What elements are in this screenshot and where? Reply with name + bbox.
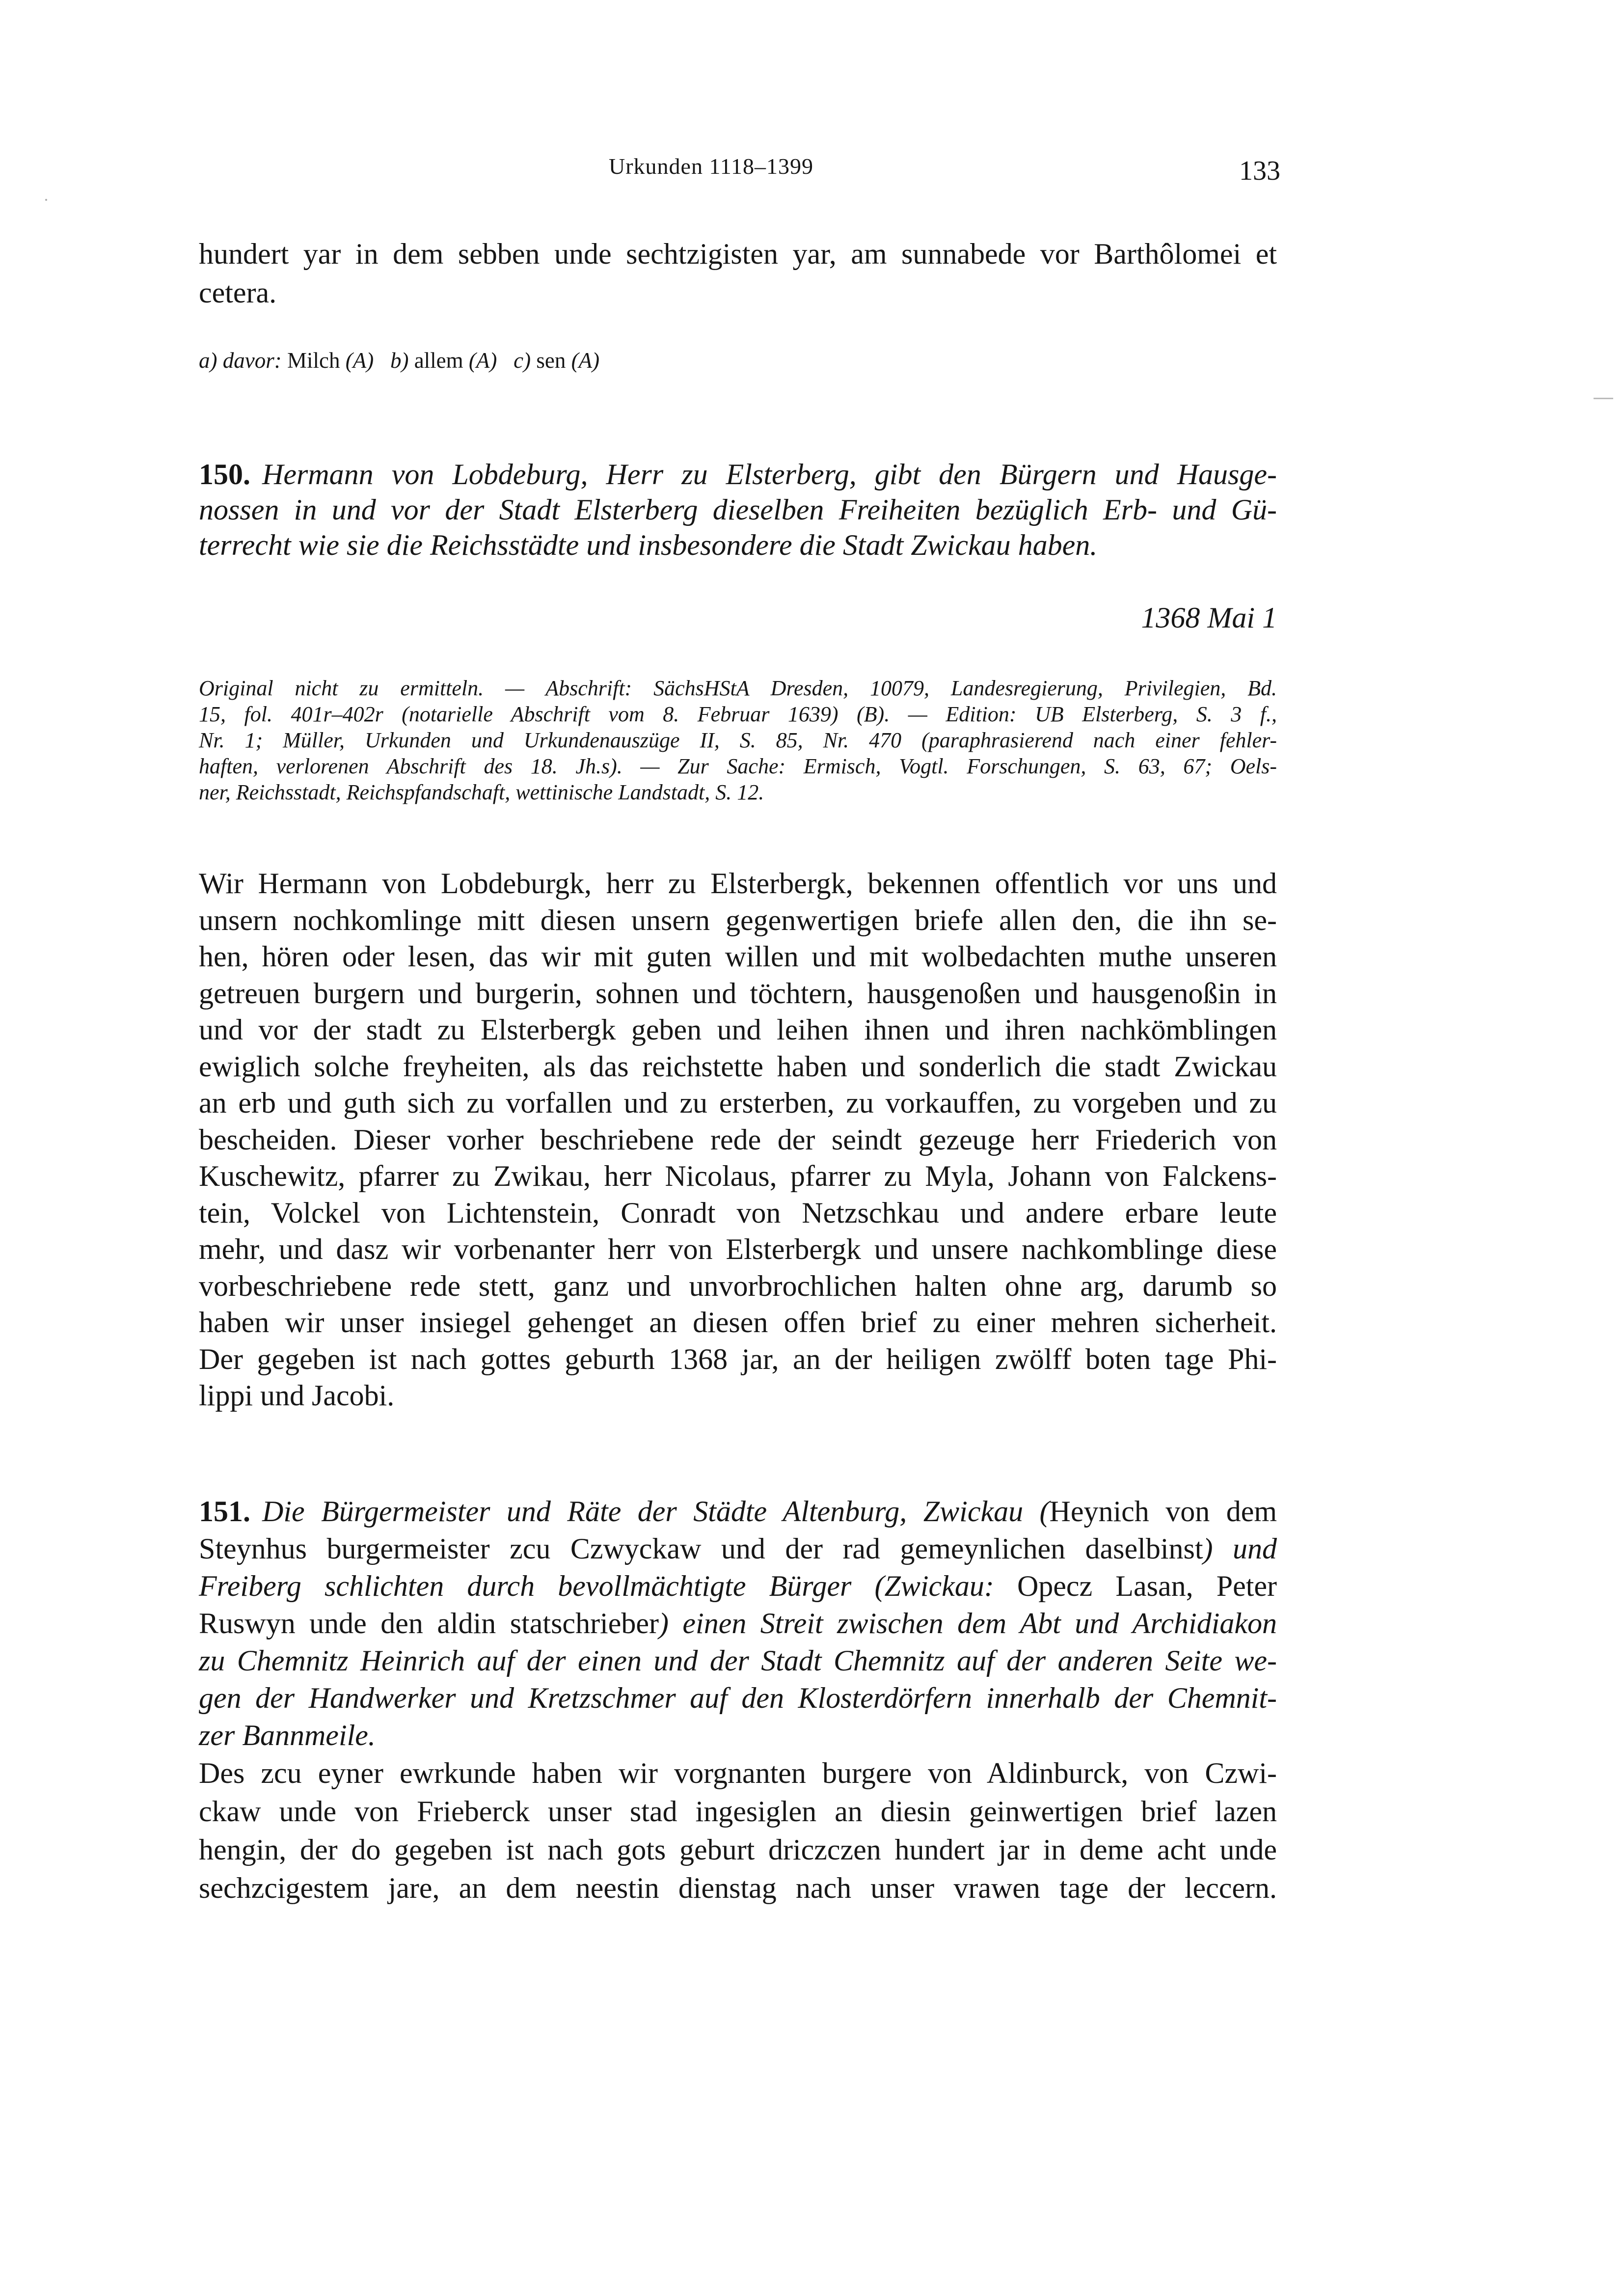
source-line: ner, Reichsstadt, Reichspfandschaft, wettinische Landstadt, S. 12. — [199, 780, 764, 804]
text-line: bescheiden. Dieser vorher beschriebene rede der seindt gezeuge herr Friederich von — [199, 1123, 1277, 1156]
source-line: Original nicht zu ermitteln. — Abschrift: SächsHStA Dresden, 10079, Landesregierung, Privilegien, Bd. — [199, 676, 1277, 700]
previous-document-end — [199, 235, 1277, 312]
text-line: Des zcu eyner ewrkunde haben wir vorgnanten burgere von Aldinburck, von Czwi- — [199, 1757, 1277, 1789]
text-line: haben wir unser insiegel gehenget an diesen offen brief zu einer mehren sicherheit. — [199, 1306, 1277, 1339]
regest-line — [199, 1717, 1277, 1754]
regest-line — [199, 1530, 1277, 1567]
note-c-label: c) — [514, 348, 531, 373]
note-line — [199, 348, 1277, 373]
regest-line — [199, 1642, 1277, 1679]
regest-150 — [199, 457, 1277, 563]
source-line: haften, verlorenen Abschrift des 18. Jh.s). — Zur Sache: Ermisch, Vogtl. Forschungen, S. 63, 67; Oels- — [199, 754, 1277, 778]
text-line: hundert yar in dem sebben unde sechtzigisten yar, am sunnabede vor Barthôlomei et — [199, 238, 1277, 270]
regest-text: Die Bürgermeister und Räte der Städte Altenburg, Zwickau ( — [262, 1495, 1050, 1528]
regest-text: Freiberg schlichten durch bevollmächtigte Bürger (Zwickau: — [199, 1570, 994, 1602]
text-line: hengin, der do gegeben ist nach gots geburt driczczen hundert jar in deme acht unde — [199, 1833, 1277, 1866]
note-b-source: (A) — [468, 348, 497, 373]
text-line: ewiglich solche freyheiten, als das reichstette haben und sonderlich die stadt Zwickau — [199, 1050, 1277, 1083]
document-text-150 — [199, 865, 1277, 1414]
document-text-151 — [199, 1754, 1277, 1907]
regest-line — [199, 1567, 1277, 1605]
note-a-text: Milch — [287, 348, 340, 373]
text-line: an erb und guth sich zu vorfallen und zu ersterben, zu vorkauffen, zu vorgeben und zu — [199, 1087, 1277, 1119]
text-line: sechzcigestem jare, an dem neestin dienstag nach unser vrawen tage der leccern. — [199, 1872, 1277, 1904]
regest-quote: Opecz Lasan, Peter — [994, 1570, 1277, 1602]
regest-quote: Ruswyn unde den aldin statschrieber — [199, 1607, 659, 1640]
text-line: unsern nochkomlinge mitt diesen unsern gegenwertigen briefe allen den, die ihn se- — [199, 903, 1277, 936]
regest-text: ) einen Streit zwischen dem Abt und Archidiakon — [658, 1607, 1277, 1640]
margin-mark — [1594, 398, 1613, 399]
regest-text: ) und — [1203, 1532, 1277, 1565]
document-number: 151. — [199, 1495, 250, 1528]
regest-text: nossen in und vor der Stadt Elsterberg dieselben Freiheiten bezüglich Erb- und Gü- — [199, 493, 1277, 526]
regest-text: zer Bannmeile. — [199, 1719, 376, 1751]
text-line: tein, Volckel von Lichtenstein, Conradt von Netzschkau und andere erbare leute — [199, 1196, 1277, 1229]
regest-line — [199, 457, 1277, 492]
text-line: vorbeschriebene rede stett, ganz und unvorbrochlichen halten ohne arg, darumb so — [199, 1269, 1277, 1302]
regest-line — [199, 1493, 1277, 1530]
regest-line — [199, 1605, 1277, 1642]
regest-line — [199, 1679, 1277, 1717]
regest-text: terrecht wie sie die Reichsstädte und insbesondere die Stadt Zwickau haben. — [199, 529, 1098, 561]
note-c-source: (A) — [571, 348, 600, 373]
regest-text: zu Chemnitz Heinrich auf der einen und der Stadt Chemnitz auf der anderen Seite we- — [199, 1644, 1277, 1677]
regest-151 — [199, 1493, 1277, 1754]
regest-quote: Steynhus burgermeister zcu Czwyckaw und der rad gemeynlichen daselbinst — [199, 1532, 1203, 1565]
text-line: hen, hören oder lesen, das wir mit guten willen und mit wolbedachten muthe unseren — [199, 940, 1277, 973]
regest-text: Hermann von Lobdeburg, Herr zu Elsterberg, gibt den Bürgern und Hausge- — [262, 458, 1277, 491]
text-line: ckaw unde von Frieberck unser stad ingesiglen an diesin geinwertigen brief lazen — [199, 1795, 1277, 1828]
text-line: und vor der stadt zu Elsterbergk geben und leihen ihnen und ihren nachkömblingen — [199, 1013, 1277, 1046]
textual-notes — [199, 348, 1277, 373]
note-a-source: (A) — [345, 348, 374, 373]
source-apparatus — [199, 675, 1277, 805]
note-b-label: b) — [390, 348, 409, 373]
regest-quote: Heynich von dem — [1049, 1495, 1277, 1528]
document-number: 150. — [199, 458, 250, 491]
source-line: 15, fol. 401r–402r (notarielle Abschrift vom 8. Februar 1639) (B). — Edition: UB Elsterberg, S. 3 f., — [199, 702, 1277, 726]
regest-line — [199, 527, 1277, 563]
page-number: 133 — [1239, 156, 1280, 186]
note-c-text: sen — [536, 348, 566, 373]
text-line: cetera. — [199, 276, 277, 309]
text-line: getreuen burgern und burgerin, sohnen und töchtern, hausgenoßen und hausgenoßin in — [199, 977, 1277, 1010]
regest-text: gen der Handwerker und Kretzschmer auf den Klosterdörfern innerhalb der Chemnit- — [199, 1682, 1277, 1714]
scan-speck — [45, 199, 47, 201]
regest-line — [199, 492, 1277, 527]
note-a-label: a) davor: — [199, 348, 282, 373]
text-line: Wir Hermann von Lobdeburgk, herr zu Elsterbergk, bekennen offentlich vor uns und — [199, 867, 1277, 900]
text-line: Der gegeben ist nach gottes geburth 1368 jar, an der heiligen zwölff boten tage Phi- — [199, 1342, 1277, 1375]
text-line: mehr, und dasz wir vorbenanter herr von Elsterbergk und unsere nachkomblinge diese — [199, 1233, 1277, 1265]
text-line: Kuschewitz, pfarrer zu Zwikau, herr Nicolaus, pfarrer zu Myla, Johann von Falckens- — [199, 1160, 1277, 1192]
text-line: lippi und Jacobi. — [199, 1379, 395, 1412]
document-date: 1368 Mai 1 — [1141, 601, 1277, 634]
note-b-text: allem — [414, 348, 463, 373]
source-line: Nr. 1; Müller, Urkunden und Urkundenauszüge II, S. 85, Nr. 470 (paraphrasierend nach einer fehler- — [199, 728, 1277, 752]
running-header: Urkunden 1118–1399 — [609, 154, 814, 179]
